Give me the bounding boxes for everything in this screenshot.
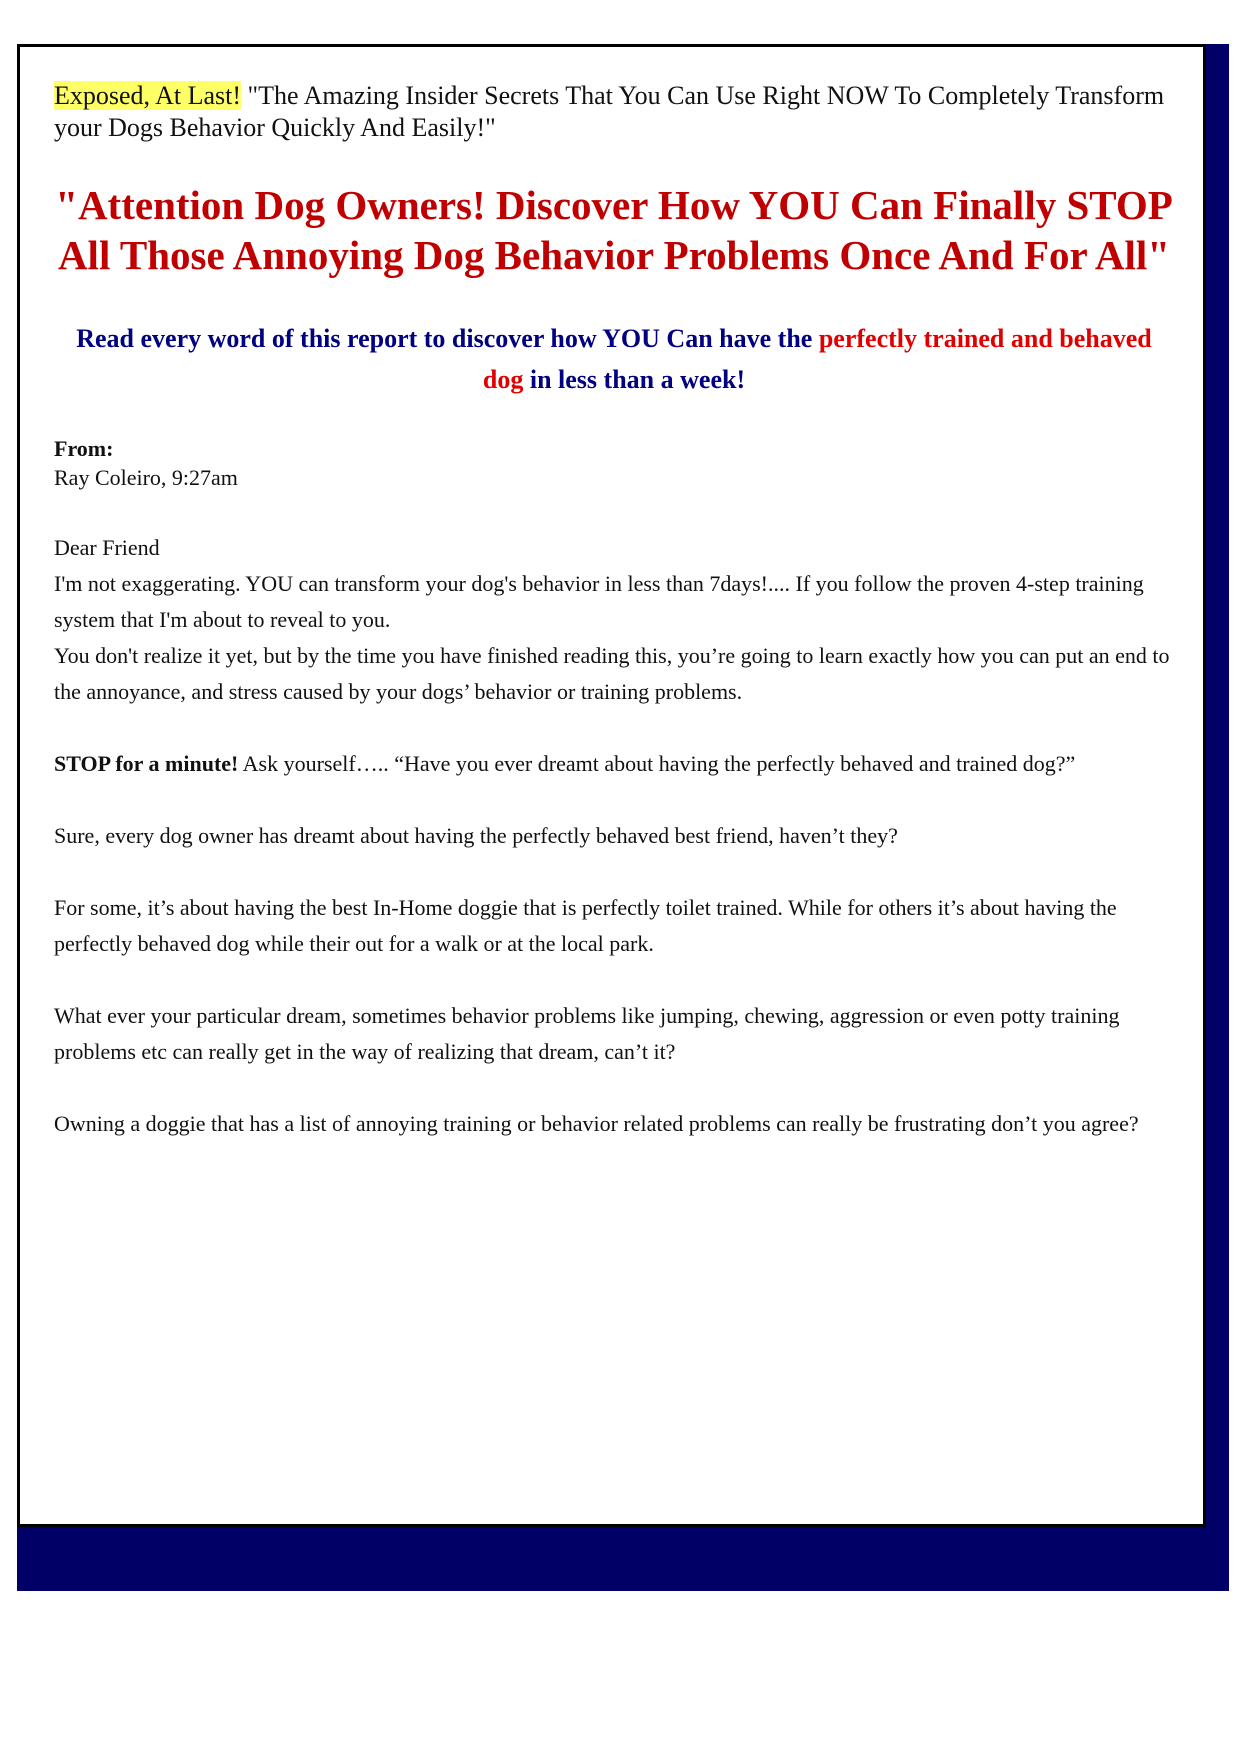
main-headline: "Attention Dog Owners! Discover How YOU Can Finally STOP All Those Annoying Dog Behavior Problems Once And For All" [55, 182, 1173, 278]
letter-body [54, 530, 1174, 1142]
paragraph-5: For some, it’s about having the best In-Home doggie that is perfectly toilet trained. While for others it’s about having the perfectly behaved dog while their out for a walk or at the local park. [54, 895, 1117, 956]
from-value: Ray Coleiro, 9:27am [54, 465, 238, 490]
subheadline-part1: Read every word of this report to discover how YOU Can have the [76, 324, 819, 353]
paragraph-gap [54, 782, 1174, 818]
from-label: From: [54, 436, 114, 461]
intro-line [54, 80, 1174, 144]
subheadline-part3: in less than a week! [523, 365, 746, 394]
paragraph-7: Owning a doggie that has a list of annoying training or behavior related problems can really be frustrating don’t you agree? [54, 1111, 1139, 1136]
subheadline-highlight: perfectly trained and behaved dog [482, 324, 1152, 394]
document-content [54, 80, 1174, 1142]
paragraph-gap [54, 962, 1174, 998]
paragraph-gap [54, 1070, 1174, 1106]
paragraph-3-text: Ask yourself….. “Have you ever dreamt about having the perfectly behaved and trained dog?” [238, 751, 1076, 776]
from-block [54, 434, 1174, 492]
intro-text: "The Amazing Insider Secrets That You Can Use Right NOW To Completely Transform your Dogs Behavior Quickly And Easily!" [54, 81, 1165, 142]
stop-callout: STOP for a minute! [54, 751, 239, 776]
subheadline [54, 318, 1174, 400]
paragraph-6: What ever your particular dream, sometimes behavior problems like jumping, chewing, aggression or even potty training problems etc can really get in the way of realizing that dream, can’t it? [54, 1003, 1120, 1064]
paragraph-1: I'm not exaggerating. YOU can transform your dog's behavior in less than 7days!.... If you follow the proven 4-step training system that I'm about to reveal to you. [54, 571, 1144, 632]
paragraph-3 [54, 746, 1174, 782]
intro-highlight: Exposed, At Last! [54, 81, 242, 110]
greeting: Dear Friend [54, 535, 160, 560]
paragraph-4: Sure, every dog owner has dreamt about having the perfectly behaved best friend, haven’t they? [54, 823, 898, 848]
paragraph-gap [54, 710, 1174, 746]
paragraph-2: You don't realize it yet, but by the time you have finished reading this, you’re going to learn exactly how you can put an end to the annoyance, and stress caused by your dogs’ behavior or training problems. [54, 643, 1170, 704]
paragraph-gap [54, 854, 1174, 890]
